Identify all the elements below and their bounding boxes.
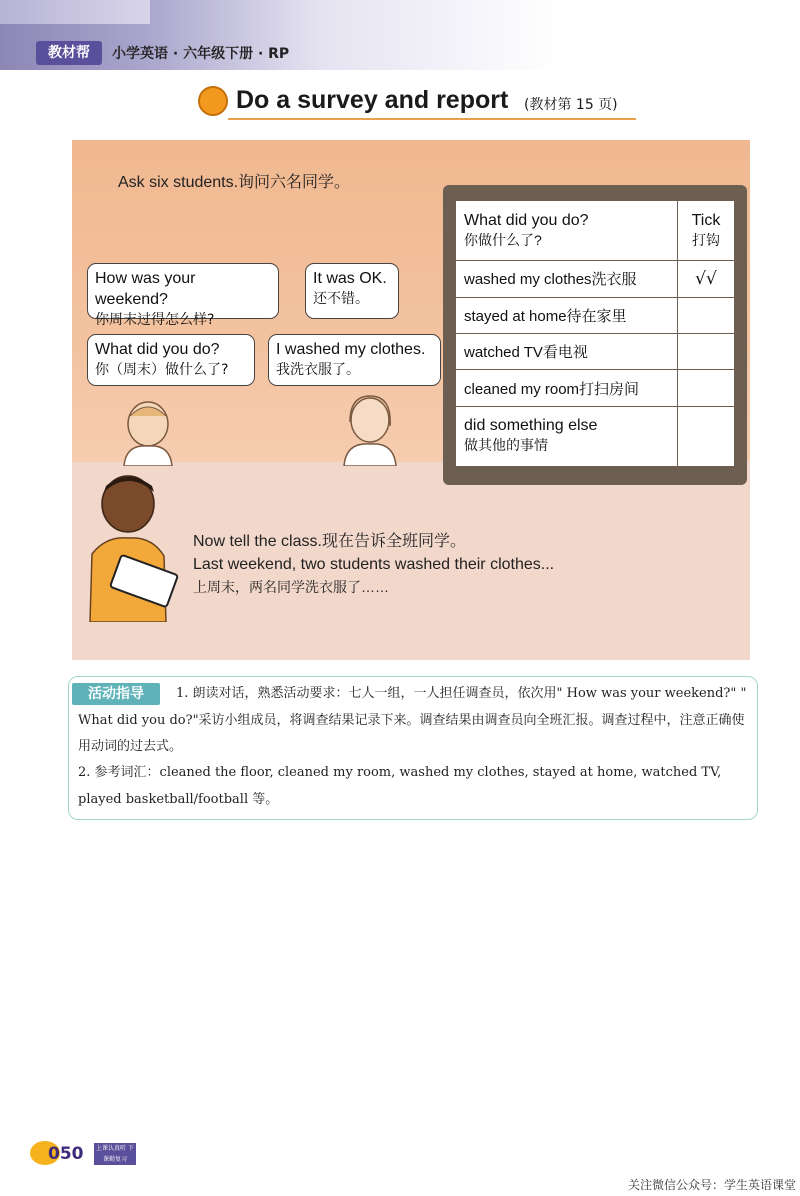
tick-cell (678, 406, 735, 466)
header-activity-cell (456, 201, 678, 261)
guide-paragraph-1: 1. 朗读对话，熟悉活动要求：七人一组，一人担任调查员，依次用" How was your weekend?" " What did you do?"采访小组成员，将调查结果记录下来。调查结果由调查员向全班汇报。调查过程中，注意正确使用动词的过去式。 (78, 686, 747, 754)
lesson-icon (198, 86, 228, 116)
brand-label: 教材帮 (36, 41, 102, 65)
header-tick-cell (678, 201, 735, 261)
report-text (193, 530, 554, 599)
guide-paragraph-2: 2. 参考词汇：cleaned the floor, cleaned my room, washed my clothes, stayed at home, watched TV, played basketball/football 等。 (78, 765, 722, 807)
bubble-zh: 你（周末）做什么了? (95, 362, 229, 378)
activity-en: did something else (464, 417, 598, 435)
table-row (456, 261, 735, 297)
bubble-en: How was your weekend? (95, 270, 196, 308)
activity-guide-tag: 活动指导 (72, 683, 160, 705)
survey-table (455, 200, 735, 467)
tick-cell: √√ (678, 261, 735, 297)
tick-cell (678, 370, 735, 406)
speech-bubble-answer-ok (305, 263, 399, 319)
reporter-boy-illustration (86, 474, 186, 622)
header-tick-zh: 打钩 (692, 232, 720, 249)
header-tick-en: Tick (691, 211, 721, 229)
scene-instruction: Ask six students.询问六名同学。 (118, 174, 351, 191)
bubble-zh: 还不错。 (313, 291, 369, 307)
speech-bubble-question-do (87, 334, 255, 386)
girl-illustration (340, 392, 400, 466)
footer-wechat-note: 关注微信公众号：学生英语课堂 (627, 1178, 796, 1192)
table-row (456, 297, 735, 333)
activity-cell: cleaned my room打扫房间 (456, 370, 678, 406)
lesson-page-ref: (教材第 15 页) (524, 97, 618, 113)
activity-zh: 做其他的事情 (464, 437, 548, 454)
page-note: 上课认真听 下课勤复习 (94, 1143, 136, 1165)
header-activity-zh: 你做什么了? (464, 231, 542, 248)
bubble-en: What did you do? (95, 341, 220, 358)
survey-table-frame (443, 185, 747, 485)
activity-cell (456, 406, 678, 466)
report-line-1: Now tell the class.现在告诉全班同学。 (193, 533, 466, 550)
bubble-en: It was OK. (313, 270, 387, 287)
table-row (456, 333, 735, 369)
report-line-2: Last weekend, two students washed their clothes... (193, 556, 555, 573)
book-title: 小学英语 · 六年级下册 · RP (112, 46, 290, 62)
title-underline (228, 118, 636, 120)
tick-cell (678, 333, 735, 369)
activity-cell: washed my clothes洗衣服 (456, 261, 678, 297)
table-row (456, 370, 735, 406)
boy-illustration (118, 396, 178, 466)
lesson-title: Do a survey and report (236, 86, 509, 114)
header-activity-en: What did you do? (464, 211, 589, 229)
bubble-zh: 你周末过得怎么样? (95, 312, 215, 328)
table-row (456, 406, 735, 466)
activity-cell: stayed at home待在家里 (456, 297, 678, 333)
tick-cell (678, 297, 735, 333)
page-number: 050 (48, 1144, 84, 1164)
table-header-row (456, 201, 735, 261)
bubble-zh: 我洗衣服了。 (276, 362, 360, 378)
report-line-3: 上周末，两名同学洗衣服了…… (193, 579, 389, 595)
speech-bubble-question-weekend (87, 263, 279, 328)
speech-bubble-answer-washed (268, 334, 441, 386)
activity-cell: watched TV看电视 (456, 333, 678, 369)
bubble-en: I washed my clothes. (276, 341, 426, 358)
